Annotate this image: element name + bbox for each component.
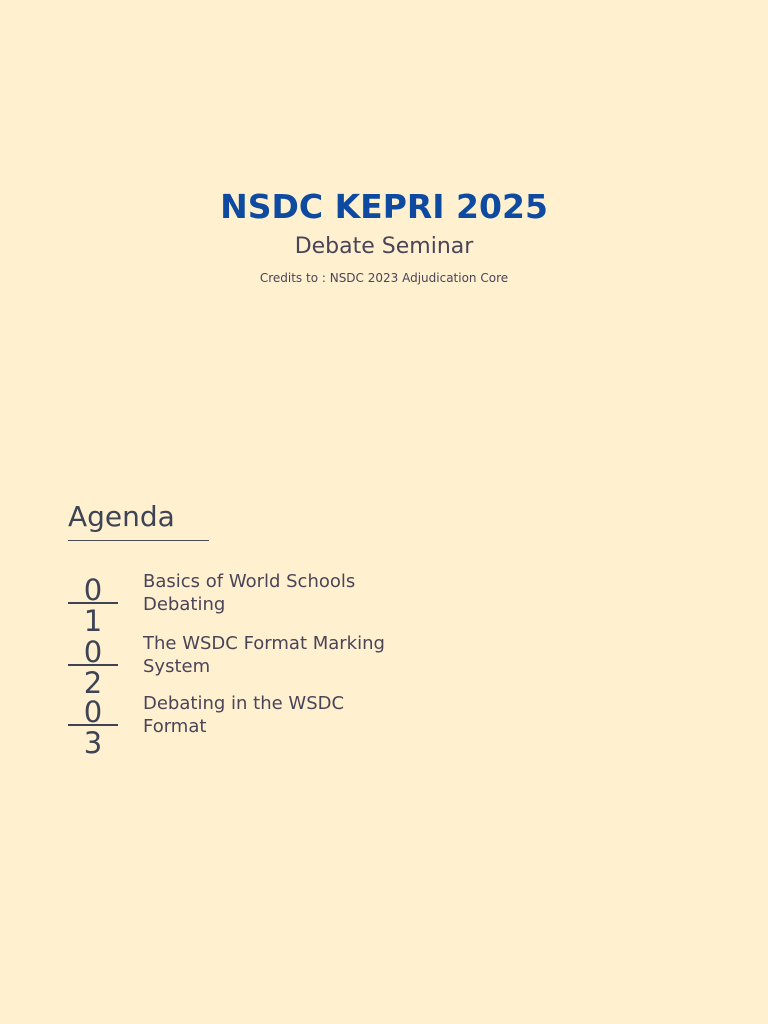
agenda-item-label: The WSDC Format Marking System xyxy=(143,633,385,677)
agenda-number-bottom: 1 xyxy=(83,604,103,638)
agenda-number-top: 0 xyxy=(83,695,103,729)
credits-line: Credits to : NSDC 2023 Adjudication Core xyxy=(259,271,509,285)
agenda-number-top: 0 xyxy=(83,573,103,607)
title-block xyxy=(0,186,768,286)
agenda-item-number xyxy=(68,570,118,638)
agenda-number-top: 0 xyxy=(83,635,103,669)
agenda-number-bottom: 2 xyxy=(83,666,103,700)
agenda-underline xyxy=(68,540,209,541)
agenda-heading: Agenda xyxy=(68,500,175,533)
agenda-number-bottom: 3 xyxy=(83,726,103,760)
agenda-section xyxy=(68,498,708,760)
agenda-item-number xyxy=(68,692,118,760)
agenda-item-label: Basics of World Schools Debating xyxy=(143,571,356,615)
agenda-item-number xyxy=(68,632,118,700)
agenda-item-label: Debating in the WSDC Format xyxy=(143,693,345,737)
main-title: NSDC KEPRI 2025 xyxy=(220,187,548,226)
subtitle: Debate Seminar xyxy=(294,234,474,259)
